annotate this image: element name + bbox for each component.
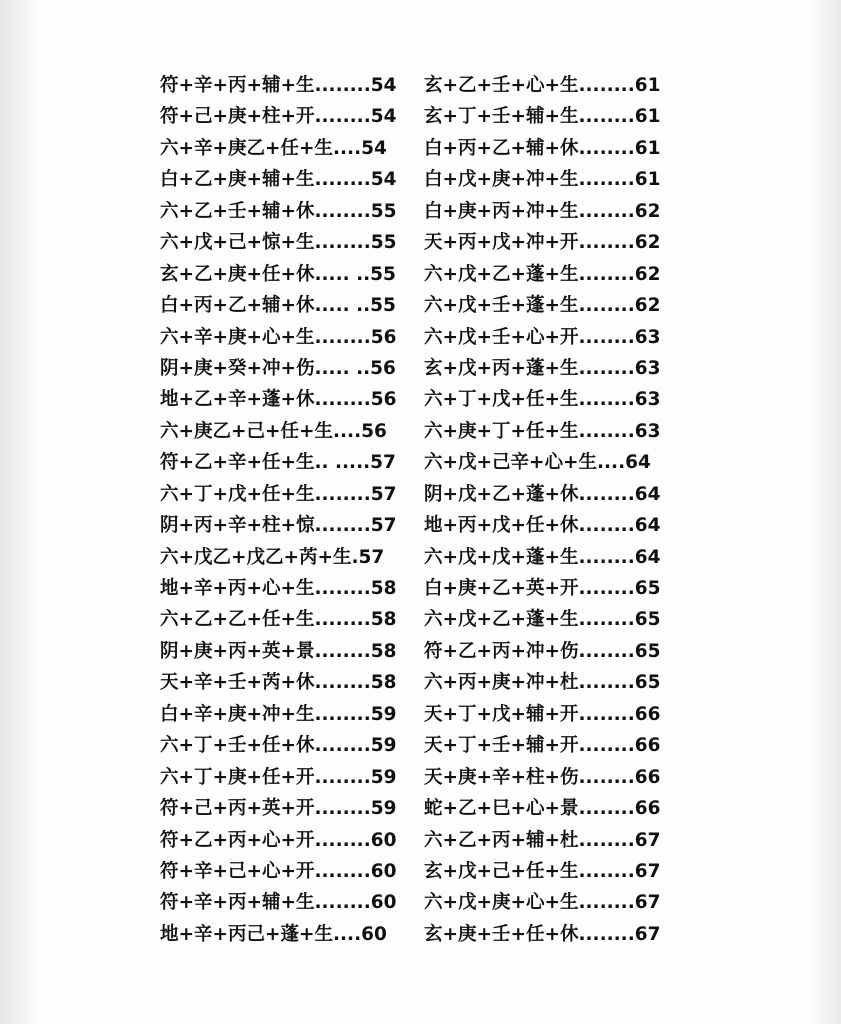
- toc-entry: 地+乙+辛+蓬+休........56: [160, 389, 397, 411]
- toc-entry: 玄+乙+壬+心+生........61: [424, 75, 661, 96]
- toc-entry: 符+辛+丙+辅+生........54: [160, 75, 397, 96]
- toc-entry: 阴+庚+丙+英+景........58: [160, 640, 397, 662]
- toc-entry: 六+丁+壬+任+休........59: [160, 735, 397, 757]
- page-gutter-shadow: [0, 0, 40, 1024]
- toc-entry: 白+丙+乙+辅+休..... ..55: [160, 295, 396, 317]
- toc-entry: 玄+乙+庚+任+休..... ..55: [160, 263, 396, 285]
- toc-entry: 天+辛+壬+芮+休........58: [160, 672, 397, 694]
- toc-entry: 六+丁+戊+任+生........57: [160, 483, 397, 505]
- toc-entry: 天+丁+戊+辅+开........66: [424, 703, 661, 725]
- toc-entry: 符+辛+丙+辅+生........60: [160, 892, 397, 914]
- toc-column-left: [160, 70, 396, 950]
- toc-entry: 地+丙+戊+任+休........64: [424, 515, 661, 537]
- toc-entry: 天+丙+戊+冲+开........62: [424, 232, 661, 254]
- toc-entry: 六+戊+乙+蓬+生........62: [424, 263, 661, 285]
- toc-entry: 六+戊+己辛+心+生....64: [424, 452, 651, 474]
- toc-entry: 符+己+丙+英+开........59: [160, 798, 397, 820]
- toc-entry: 白+庚+丙+冲+生........62: [424, 200, 661, 222]
- toc-entry: 符+己+庚+柱+开........54: [160, 106, 397, 128]
- toc-entry: 天+庚+辛+柱+伤........66: [424, 766, 661, 788]
- toc-entry: 玄+戊+己+任+生........67: [424, 860, 661, 882]
- toc-entry: 天+丁+壬+辅+开........66: [424, 735, 661, 757]
- toc-entry: 玄+丁+壬+辅+生........61: [424, 106, 661, 128]
- toc-entry: 符+辛+己+心+开........60: [160, 860, 397, 882]
- toc-entry: 阴+丙+辛+柱+惊........57: [160, 515, 397, 537]
- toc-entry: 白+庚+乙+英+开........65: [424, 578, 661, 599]
- toc-entry: 六+乙+丙+辅+杜........67: [424, 829, 661, 851]
- toc-entry: 白+乙+庚+辅+生........54: [160, 169, 397, 191]
- toc-entry: 地+辛+丙+心+生........58: [160, 578, 397, 599]
- toc-entry: 六+戊+戊+蓬+生........64: [424, 546, 661, 568]
- toc-entry: 符+乙+丙+冲+伤........65: [424, 640, 661, 662]
- toc-entry: 六+丁+庚+任+开........59: [160, 766, 397, 788]
- toc-entry: 六+丁+戊+任+生........63: [424, 389, 661, 411]
- toc-entry: 玄+戊+丙+蓬+生........63: [424, 357, 661, 379]
- toc-column-right: [424, 70, 660, 950]
- toc-entry: 玄+庚+壬+任+休........67: [424, 923, 661, 945]
- toc-entry: 六+丙+庚+冲+杜........65: [424, 672, 661, 694]
- toc-entry: 六+庚+丁+任+生........63: [424, 420, 661, 442]
- toc-entry: 六+庚乙+己+任+生....56: [160, 420, 387, 442]
- toc-entry: 六+乙+壬+辅+休........55: [160, 200, 397, 222]
- toc-entry: 六+戊+乙+蓬+生........65: [424, 609, 661, 631]
- toc-entry: 六+戊+己+惊+生........55: [160, 232, 397, 254]
- toc-entry: 阴+戊+乙+蓬+休........64: [424, 483, 661, 505]
- toc-entry: 六+辛+庚乙+任+生....54: [160, 137, 387, 159]
- toc-entry: 六+辛+庚+心+生........56: [160, 326, 397, 348]
- toc-entry: 六+戊乙+戊乙+芮+生.57: [160, 546, 385, 568]
- toc-entry: 地+辛+丙己+蓬+生....60: [160, 923, 387, 945]
- toc-entry: 六+戊+壬+心+开........63: [424, 326, 661, 348]
- toc-entry: 白+丙+乙+辅+休........61: [424, 137, 661, 159]
- toc-entry: 符+乙+丙+心+开........60: [160, 829, 397, 851]
- toc-entry: 蛇+乙+巳+心+景........66: [424, 798, 661, 820]
- toc-entry: 六+乙+乙+任+生........58: [160, 609, 397, 631]
- page-edge-shadow: [807, 0, 841, 1024]
- toc-entry: 六+戊+壬+蓬+生........62: [424, 295, 661, 317]
- toc-entry: 白+戊+庚+冲+生........61: [424, 169, 661, 191]
- toc-entry: 阴+庚+癸+冲+伤..... ..56: [160, 357, 396, 379]
- toc-entry: 六+戊+庚+心+生........67: [424, 892, 661, 914]
- toc-entry: 白+辛+庚+冲+生........59: [160, 703, 397, 725]
- toc-entry: 符+乙+辛+任+生.. .....57: [160, 452, 396, 474]
